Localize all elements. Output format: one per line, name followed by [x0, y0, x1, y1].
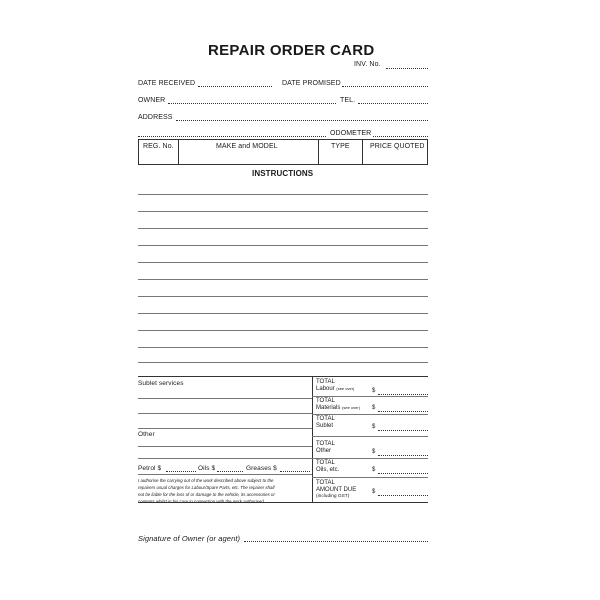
inv-no-field[interactable]	[386, 68, 428, 69]
odometer-field[interactable]	[373, 136, 428, 137]
col-reg-no: REG. No.	[143, 143, 174, 150]
instructions-heading: INSTRUCTIONS	[252, 169, 314, 178]
odometer-label: ODOMETER	[330, 130, 372, 137]
address-label: ADDRESS	[138, 114, 173, 121]
inv-no-label: INV. No.	[354, 61, 381, 68]
col-make-model: MAKE and MODEL	[216, 143, 278, 150]
owner-label: OWNER	[138, 97, 166, 104]
col-price-quoted: PRICE QUOTED	[370, 143, 425, 150]
oils-field[interactable]	[217, 471, 243, 472]
total-other-field[interactable]	[378, 455, 428, 456]
petrol-field[interactable]	[166, 471, 196, 472]
total-oils-field[interactable]	[378, 473, 428, 474]
charges-divider	[312, 376, 313, 502]
charges-top-border	[138, 376, 428, 377]
total-materials-field[interactable]	[378, 411, 428, 412]
amount-due-field[interactable]	[378, 495, 428, 496]
col-type: TYPE	[331, 143, 350, 150]
signature-label: Signature of Owner (or agent)	[138, 534, 241, 543]
date-received-field[interactable]	[198, 86, 272, 87]
total-labour-field[interactable]	[378, 394, 428, 395]
greases-label: Greases $	[246, 465, 277, 472]
owner-field[interactable]	[168, 103, 336, 104]
tel-label: TEL.	[340, 97, 356, 104]
date-promised-field[interactable]	[342, 86, 428, 87]
greases-field[interactable]	[280, 471, 310, 472]
date-promised-label: DATE PROMISED	[282, 80, 341, 87]
total-sublet-field[interactable]	[378, 430, 428, 431]
other-label: Other	[138, 431, 155, 438]
tel-field[interactable]	[358, 103, 428, 104]
petrol-label: Petrol $	[138, 465, 162, 472]
form-title: REPAIR ORDER CARD	[208, 42, 375, 59]
address-field[interactable]	[176, 120, 428, 121]
sublet-services-label: Sublet services	[138, 380, 184, 387]
date-received-label: DATE RECEIVED	[138, 80, 196, 87]
signature-field[interactable]	[244, 541, 428, 542]
address-field-line2[interactable]	[138, 136, 326, 137]
oils-label: Oils $	[198, 465, 216, 472]
